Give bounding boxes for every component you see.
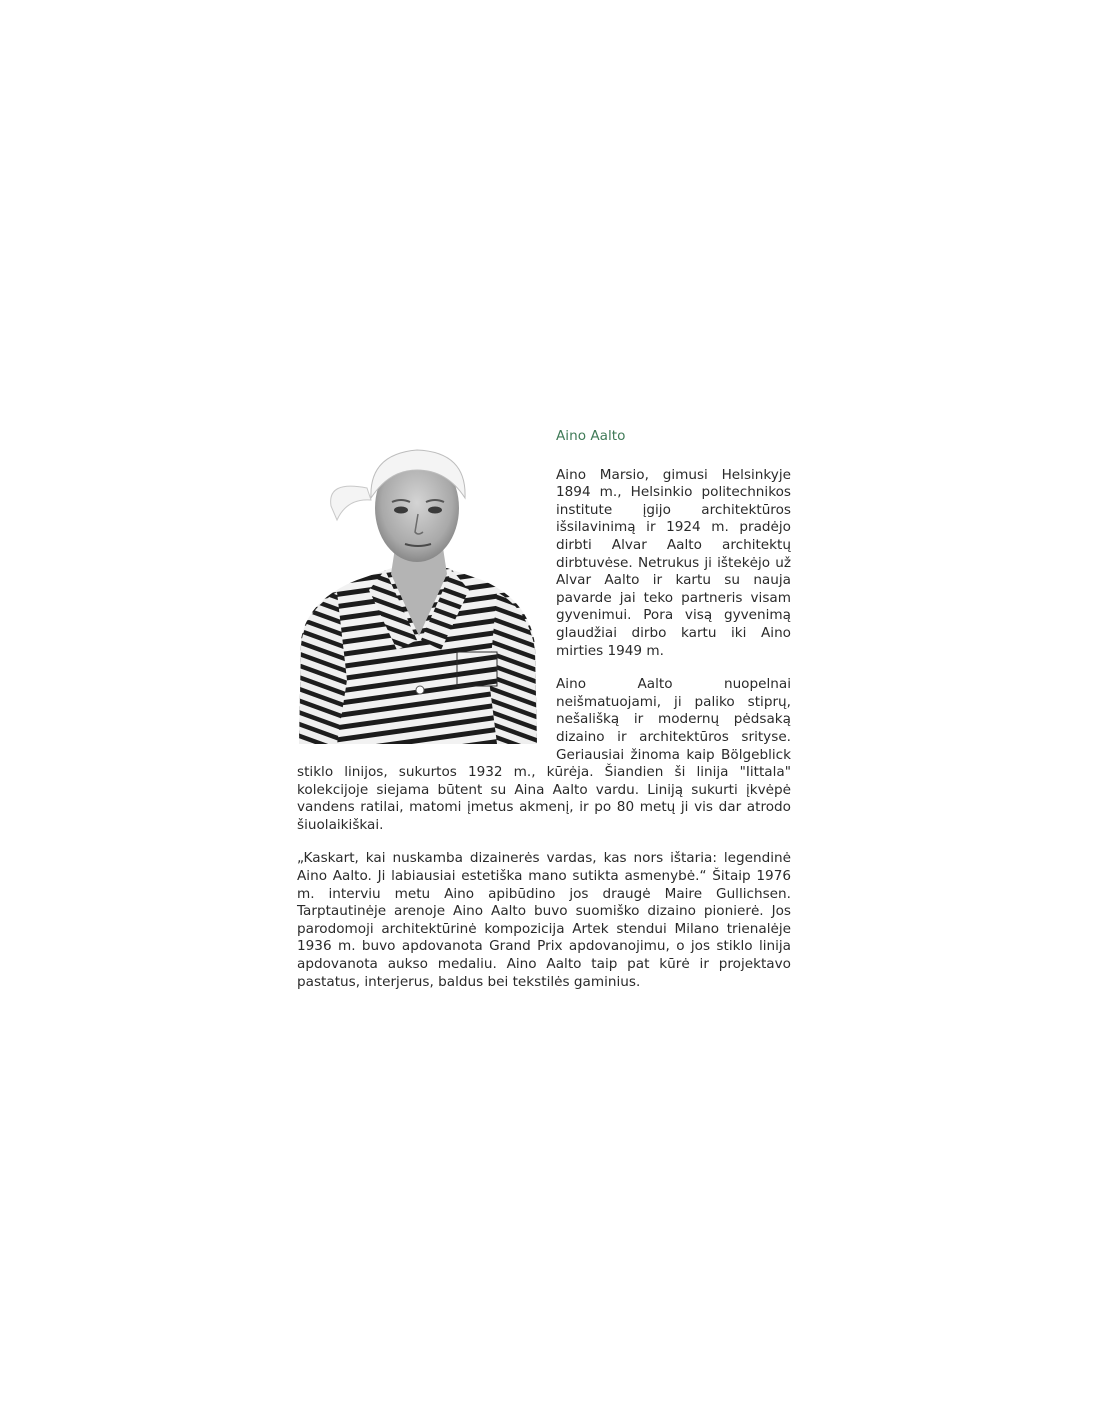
paragraph-intro: Aino Marsio, gimusi Helsinkyje 1894 m., Helsinkio politechnikos institute įgijo architektūros išsilavinimą ir 1924 m. pradėjo dirbti Alvar Aalto architektų dirbtuvėse. Netrukus ji ištekėjo už Alvar Aalto ir kartu su nauja pavarde jai teko partneris visam gyvenimui. Pora visą gyvenimą glaudžiai dirbo kartu iki Aino mirties 1949 m. xyxy=(556,466,791,659)
article xyxy=(297,428,791,1007)
paragraph-quote: „Kaskart, kai nuskamba dizainerės vardas, kas nors ištaria: legendinė Aino Aalto. Ji labiausiai estetiška mano sutikta asmenybė.“ Šitaip 1976 m. interviu metu Aino apibūdino jos draugė Maire Gullichsen. Tarptautinėje arenoje Aino Aalto buvo suomiško dizaino pionierė. Jos parodomoji architektūrinė kompozicija Artek stendui Milano trienalėje 1936 m. buvo apdovanota Grand Prix apdovanojimu, o jos stiklo linija apdovanota aukso medaliu. Aino Aalto taip pat kūrė ir projektavo pastatus, interjerus, baldus bei tekstilės gaminius. xyxy=(297,850,791,990)
portrait-illustration xyxy=(297,440,537,744)
paragraph-legacy: Aino Aalto nuopelnai neišmatuojami, ji paliko stiprų, nešališką ir modernų pėdsaką dizaino ir architektūros srityse. Geriausiai žinoma kaip Bölgeblick stiklo linijos, sukurtos 1932 m., kūrėja. Šiandien ši linija "Iittala" kolekcijoje siejama būtent su Aina Aalto vardu. Liniją sukurti įkvėpė vandens ratilai, matomi įmetus akmenį, ir po 80 metų ji vis dar atrodo šiuolaikiškai. xyxy=(297,676,791,833)
portrait-photo xyxy=(297,440,537,744)
article-title: Aino Aalto xyxy=(556,428,626,444)
